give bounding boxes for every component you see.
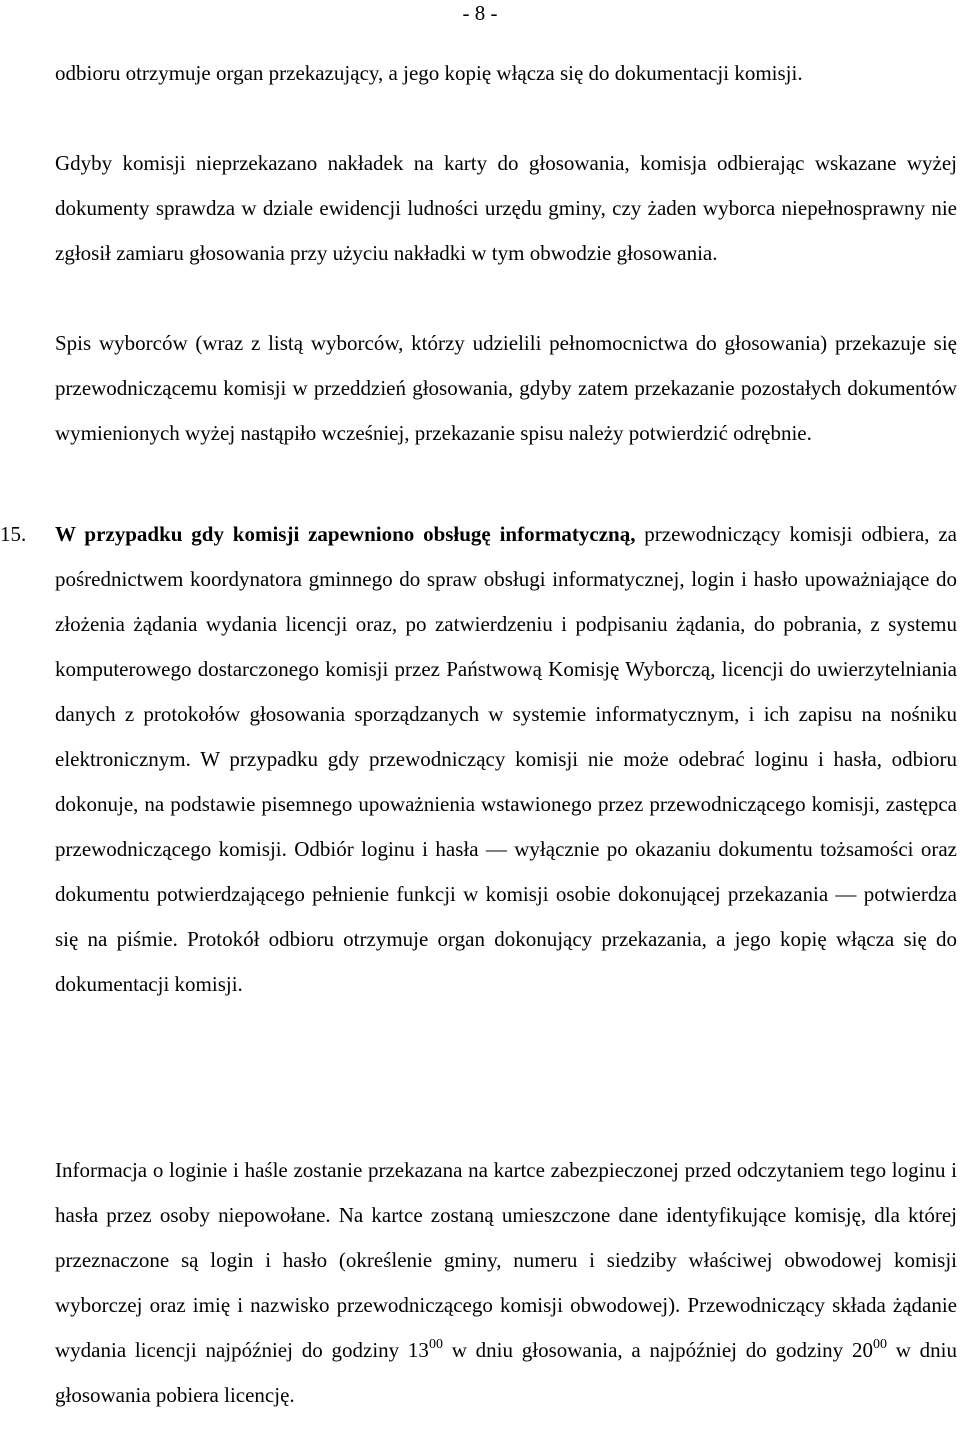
item-15-bold-lead: W przypadku gdy komisji zapewniono obsługę informatyczną, [55,522,636,546]
page-number: - 8 - [462,1,498,25]
item-number: 15. [0,522,27,546]
paragraph-intro: odbioru otrzymuje organ przekazujący, a jego kopię włącza się do dokumentacji komisji. [55,61,803,85]
login-info-text-1: Informacja o loginie i haśle zostanie przekazana na kartce zabezpieczonej przed odczytaniem tego loginu i hasła przez osoby niepowołane. Na kartce zostaną umieszczone dane identyfikujące komisję, dla której przeznaczone są login i hasło (określenie gminy, numeru i siedziby właściwej obwodowej komisji wyborczej oraz imię i nazwisko przewodniczącego komisji obwodowej). Przewodniczący składa żądanie wydania licencji najpóźniej do godziny 13 [55,1158,957,1362]
paragraph-item-15 [0,512,957,1007]
paragraph-login-info [55,1148,957,1418]
superscript-hour-1: 00 [428,1337,443,1352]
paragraph-overlays: Gdyby komisji nieprzekazano nakładek na karty do głosowania, komisja odbierając wskazane wyżej dokumenty sprawdza w dziale ewidencji ludności urzędu gminy, czy żaden wyborca niepełnosprawny nie zgłosił zamiaru głosowania przy użyciu nakładki w tym obwodzie głosowania. [55,151,957,265]
login-info-text-2: w dniu głosowania, a najpóźniej do godziny 20 [442,1338,873,1362]
paragraph-voter-list: Spis wyborców (wraz z listą wyborców, którzy udzielili pełnomocnictwa do głosowania) przekazuje się przewodniczącemu komisji w przeddzień głosowania, gdyby zatem przekazanie pozostałych dokumentów wymienionych wyżej nastąpiło wcześniej, przekazanie spisu należy potwierdzić odrębnie. [55,331,957,445]
item-15-text: przewodniczący komisji odbiera, za pośrednictwem koordynatora gminnego do spraw obsługi informatycznej, login i hasło upoważniające do złożenia żądania wydania licencji oraz, po zatwierdzeniu i podpisaniu żądania, do pobrania, z systemu komputerowego dostarczonego komisji przez Państwową Komisję Wyborczą, licencji do uwierzytelniania danych z protokołów głosowania sporządzanych w systemie informatycznym, i ich zapisu na nośniku elektronicznym. W przypadku gdy przewodniczący komisji nie może odebrać loginu i hasła, odbioru dokonuje, na podstawie pisemnego upoważnienia wstawionego przez przewodniczącego komisji, zastępca przewodniczącego komisji. Odbiór loginu i hasła — wyłącznie po okazaniu dokumentu tożsamości oraz dokumentu potwierdzającego pełnienie funkcji w komisji osobie dokonującej przekazania — potwierdza się na piśmie. Protokół odbioru otrzymuje organ dokonujący przekazania, a jego kopię włącza się do dokumentacji komisji. [55,522,957,996]
superscript-hour-2: 00 [872,1337,887,1352]
login-info-text-3: w dniu głosowania pobiera licencję. [55,1338,957,1407]
